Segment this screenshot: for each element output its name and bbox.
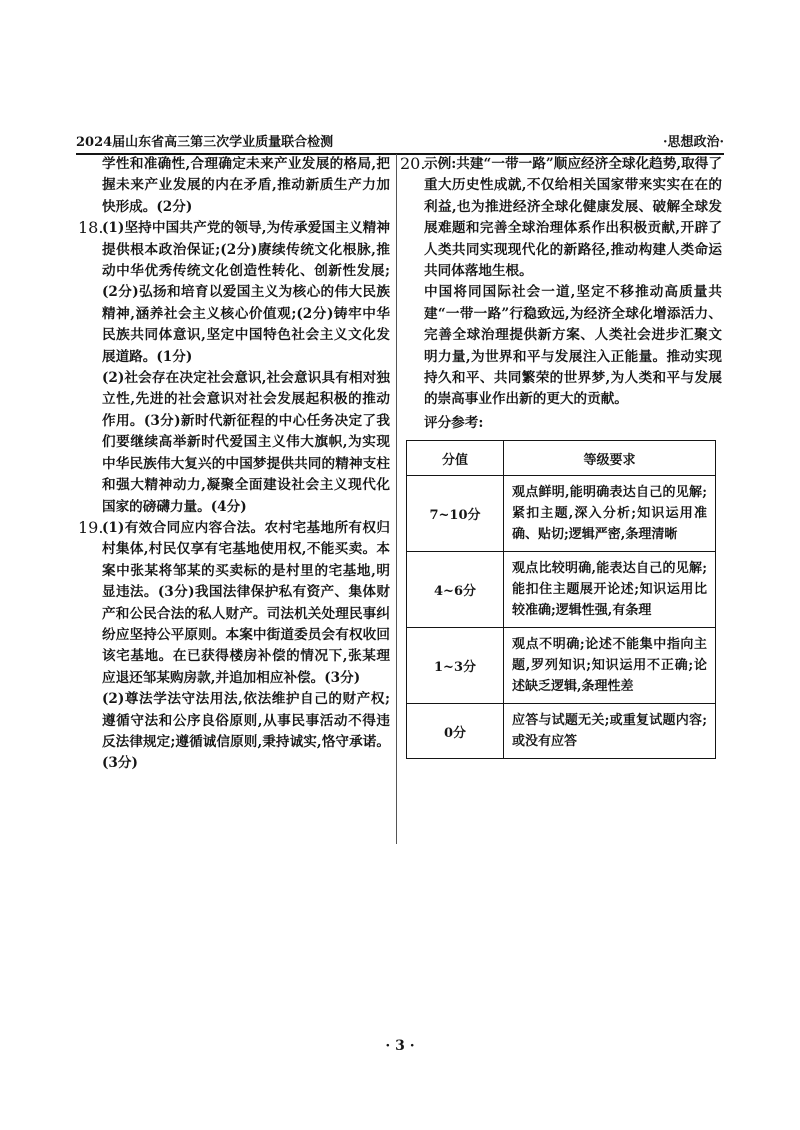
subject-label: ·思想政治· xyxy=(662,135,724,150)
requirement-cell: 观点不明确;论述不能集中指向主题,罗列知识;知识运用不正确;论述缺乏逻辑,条理性差 xyxy=(504,628,716,704)
page-header xyxy=(76,131,724,155)
question-18 xyxy=(78,218,390,518)
requirement-cell: 应答与试题无关;或重复试题内容;或没有应答 xyxy=(504,704,716,759)
question-number: 20. xyxy=(400,154,426,173)
table-row xyxy=(407,628,716,704)
requirement-cell: 观点鲜明,能明确表达自己的见解;紧扣主题,深入分析;知识运用准确、贴切;逻辑严密,条理清晰 xyxy=(504,476,716,552)
question-number: 18. xyxy=(78,218,104,238)
header-requirement: 等级要求 xyxy=(504,441,716,476)
question-20 xyxy=(400,154,722,434)
score-reference-label: 评分参考: xyxy=(424,414,484,431)
right-column xyxy=(400,154,722,759)
score-cell: 7~10分 xyxy=(407,476,504,552)
answer-paragraph: (2)社会存在决定社会意识,社会意识具有相对独立性,先进的社会意识对社会发展起积极的推动作用。(3分)新时代新征程的中心任务决定了我们要继续高举新时代爱国主义伟大旗帜,为实现中华民族伟大复兴的中国梦提供共同的精神支柱和强大精神动力,凝聚全面建设社会主义现代化国家的磅礴力量。(4分) xyxy=(102,370,390,515)
left-column xyxy=(78,154,390,775)
score-cell: 4~6分 xyxy=(407,552,504,628)
answer-paragraph: 示例:共建“一带一路”顺应经济全球化趋势,取得了重大历史性成就,不仅给相关国家带来实实在在的利益,也为推进经济全球化健康发展、破解全球发展难题和完善全球治理体系作出积极贡献,开辟了人类共同实现现代化的新路径,推动构建人类命运共同体落地生根。 xyxy=(424,156,722,280)
continued-answer: 学性和准确性,合理确定未来产业发展的格局,把握未来产业发展的内在矛盾,推动新质生产力加快形成。(2分) xyxy=(102,156,390,215)
answer-paragraph: (2)尊法学法守法用法,依法维护自己的财产权;遵循守法和公序良俗原则,从事民事活动不得违反法律规定;遵循诚信原则,秉持诚实,恪守承诺。(3分) xyxy=(102,691,390,772)
header-score: 分值 xyxy=(407,441,504,476)
question-number: 19. xyxy=(78,517,104,537)
column-divider xyxy=(396,154,397,844)
answer-paragraph: (1)有效合同应内容合法。农村宅基地所有权归村集体,村民仅享有宅基地使用权,不能买卖。本案中张某将邹某的买卖标的是村里的宅基地,明显违法。(3分)我国法律保护私有资产、集体财产和公民合法的私人财产。司法机关处理民事纠纷应坚持公平原则。本案中街道委员会有权收回该宅基地。在已获得楼房补偿的情况下,张某理应退还邹某购房款,并追加相应补偿。(3分) xyxy=(102,519,390,686)
score-cell: 1~3分 xyxy=(407,628,504,704)
page-number: · 3 · xyxy=(385,1038,415,1054)
scoring-table xyxy=(406,440,716,759)
table-row xyxy=(407,552,716,628)
question-19 xyxy=(78,518,390,775)
requirement-cell: 观点比较明确,能表达自己的见解;能扣住主题展开论述;知识运用比较准确;逻辑性强,有条理 xyxy=(504,552,716,628)
table-row xyxy=(407,704,716,759)
table-row xyxy=(407,476,716,552)
score-cell: 0分 xyxy=(407,704,504,759)
answer-paragraph: 中国将同国际社会一道,坚定不移推动高质量共建“一带一路”行稳致远,为经济全球化增添活力、完善全球治理提供新方案、人类社会进步汇聚文明力量,为世界和平与发展注入正能量。推动实现持久和平、共同繁荣的世界梦,为人类和平与发展的崇高事业作出新的更大的贡献。 xyxy=(424,284,722,408)
table-header-row xyxy=(407,441,716,476)
exam-title: 2024届山东省高三第三次学业质量联合检测 xyxy=(76,135,334,150)
answer-paragraph: (1)坚持中国共产党的领导,为传承爱国主义精神提供根本政治保证;(2分)赓续传统文化根脉,推动中华优秀传统文化创造性转化、创新性发展;(2分)弘扬和培育以爱国主义为核心的伟大民族精神,涵养社会主义核心价值观;(2分)铸牢中华民族共同体意识,坚定中国特色社会主义文化发展道路。(1分) xyxy=(102,220,390,365)
